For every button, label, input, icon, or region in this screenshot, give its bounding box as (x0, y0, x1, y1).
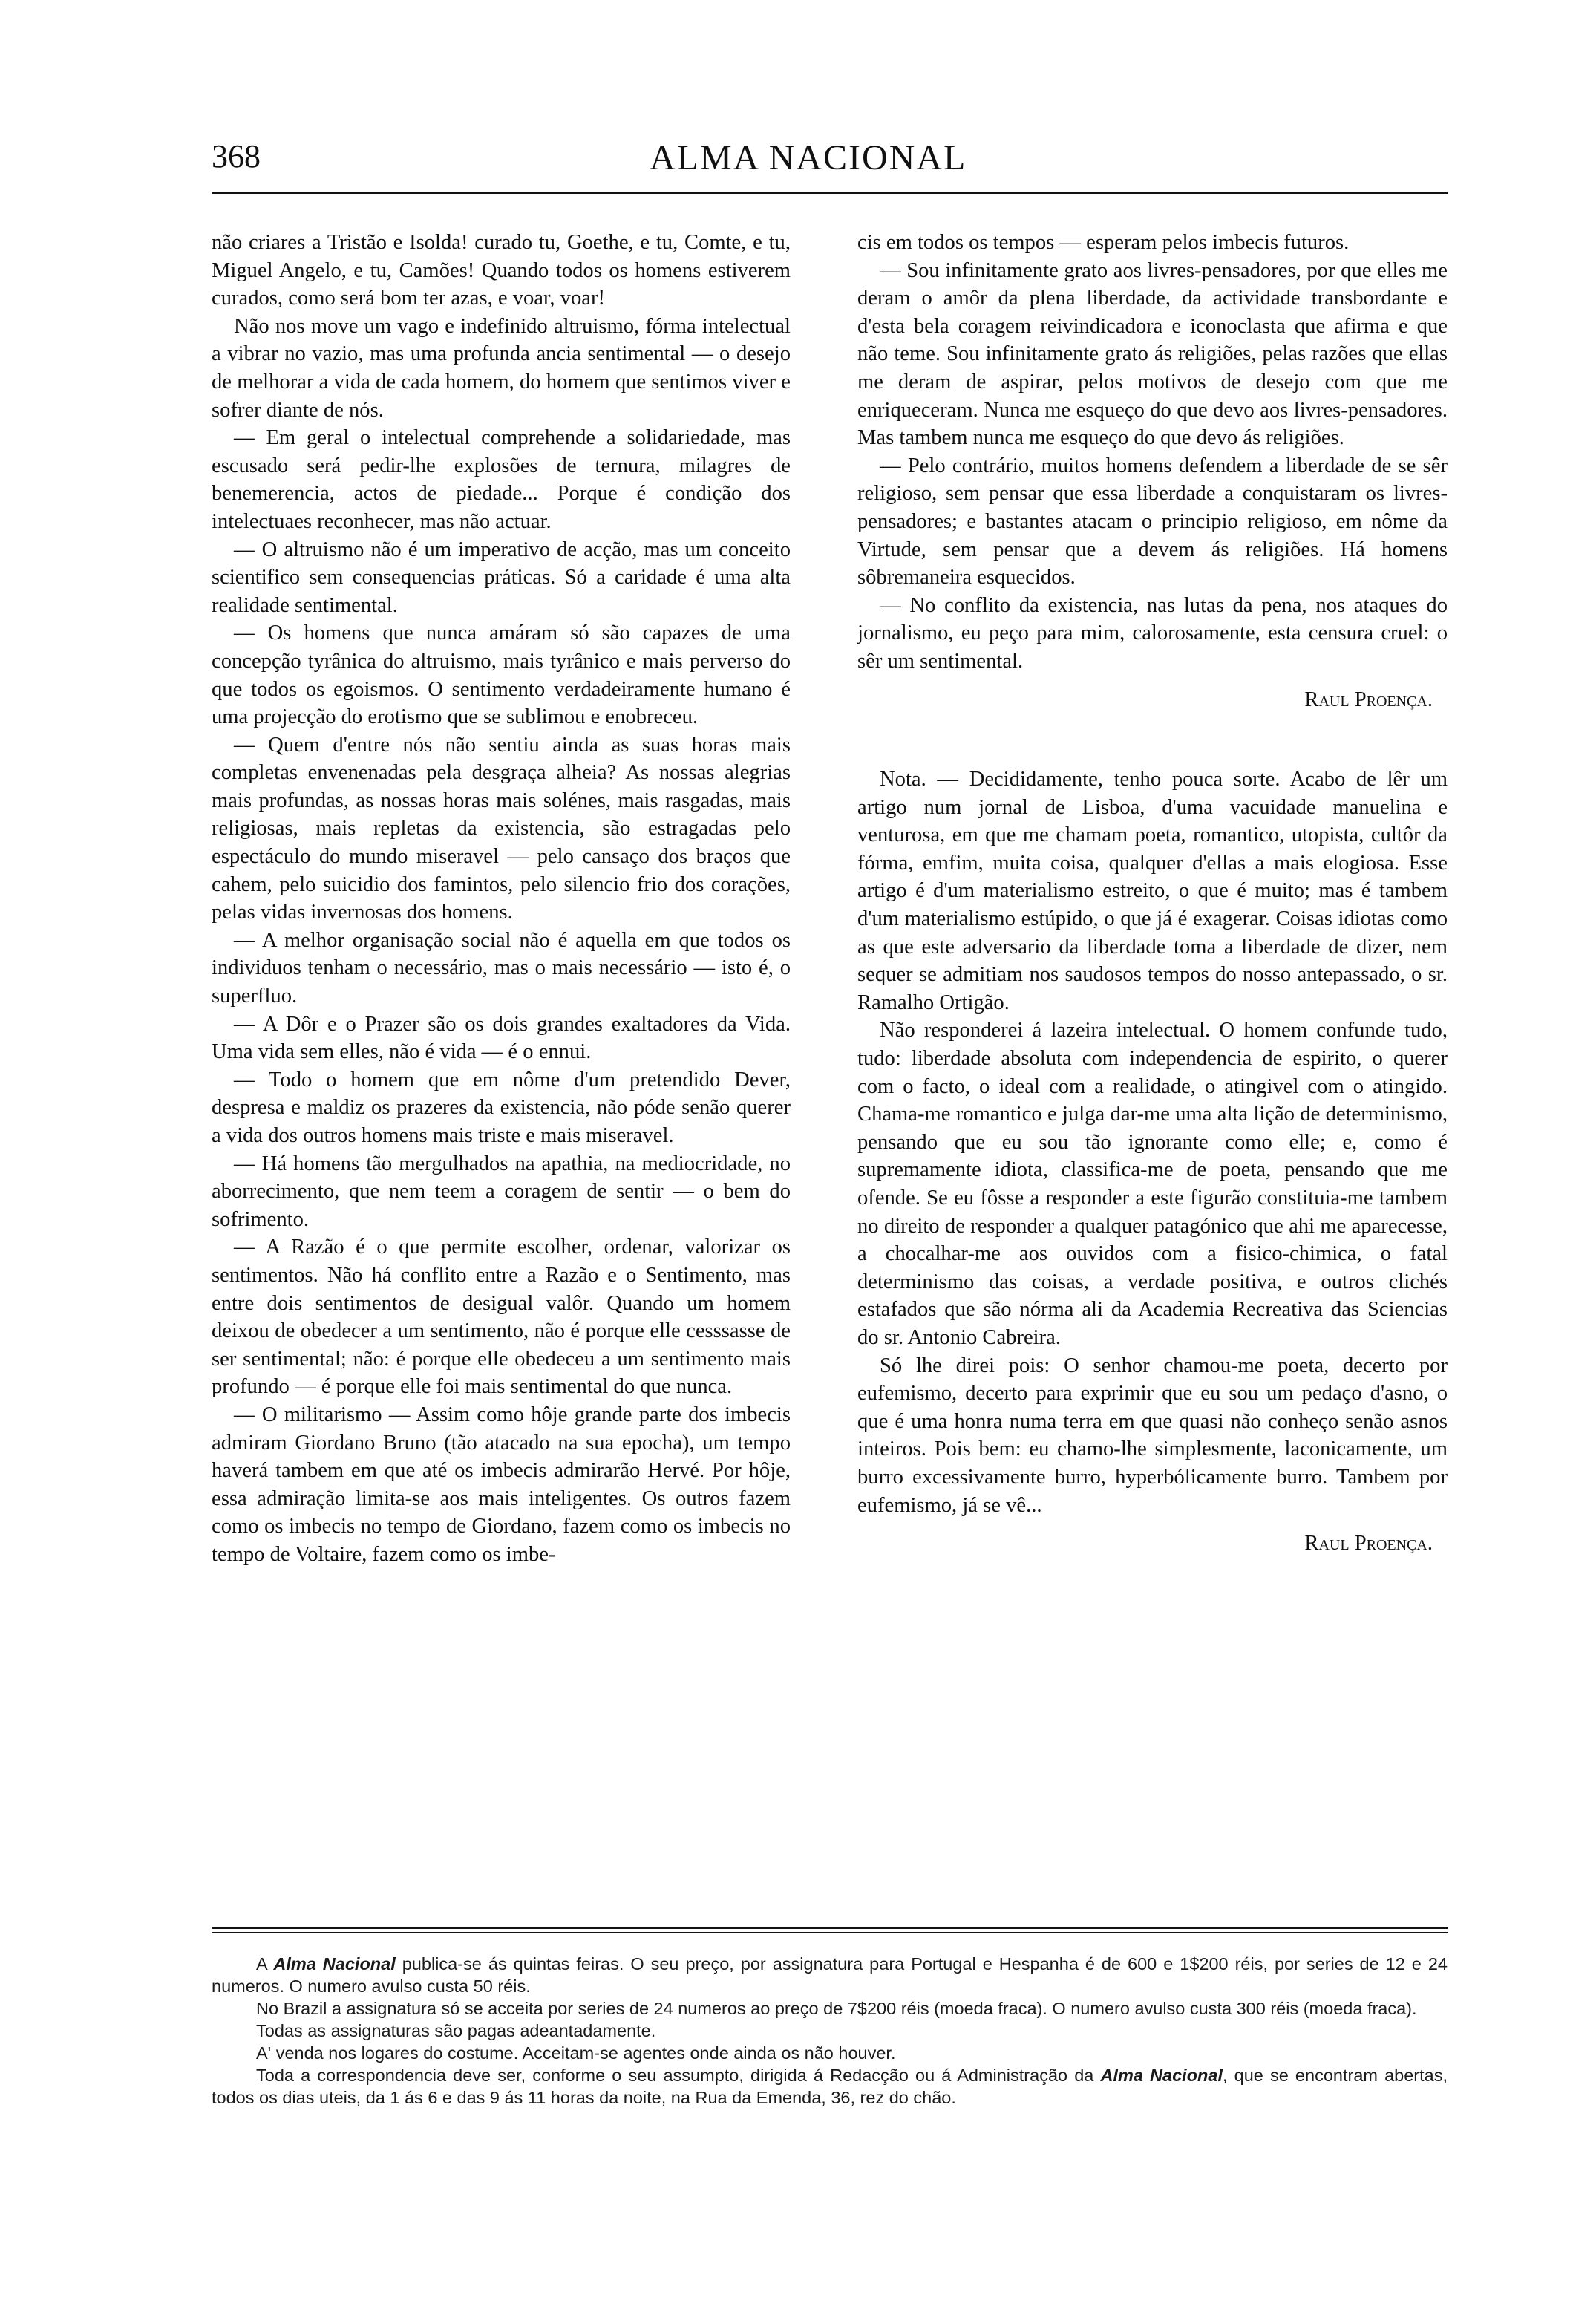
notice-line: A Alma Nacional publica-se ás quintas feiras. O seu preço, por assignatura para Portugal e Hespanha é de 600 e 1$200 réis, por series de 12 e 24 numeros. O numero avulso custa 50 réis. (212, 1954, 1448, 1996)
paragraph: não criares a Tristão e Isolda! curado tu, Goethe, e tu, Comte, e tu, Miguel Angelo, e tu, Camões! Quando todos os homens estiverem curados, como será bom ter azas, e voar, voar! (212, 231, 791, 310)
paragraph: — Todo o homem que em nôme d'um pretendido Dever, despresa e maldiz os prazeres da existencia, não póde senão querer a vida dos outros homens mais triste e mais miseravel. (212, 1068, 791, 1147)
paragraph: — A Razão é o que permite escolher, ordenar, valorizar os sentimentos. Não há conflito entre a Razão e o Sentimento, mas entre dois sentimentos de desigual valôr. Quando um homem deixou de obedecer a um sentimento, não é porque elle cesssasse de ser sentimental; não: é porque elle obedeceu a um sentimento mais profundo — é porque elle foi mais sentimental do que nunca. (212, 1236, 791, 1399)
paragraph: — O militarismo — Assim como hôje grande parte dos imbecis admiram Giordano Bruno (tão atacado na sua epocha), um tempo haverá tambem em que até os imbecis admirarão Hervé. Por hôje, essa admiração limita-se aos mais inteligentes. Os outros fazem como os imbecis no tempo de Giordano, fazem como os imbecis no tempo de Voltaire, fazem como os imbe- (212, 1403, 791, 1566)
page-number: 368 (212, 138, 261, 174)
paragraph: — A melhor organisação social não é aquella em que todos os individuos tenham o necessário, mas o mais necessário — isto é, o superfluo. (212, 928, 791, 1008)
paragraph: — No conflito da existencia, nas lutas da pena, nos ataques do jornalismo, eu peço para mim, calorosamente, esta censura cruel: o sêr um sentimental. (857, 593, 1448, 673)
paragraph: — Em geral o intelectual comprehende a solidariedade, mas escusado será pedir-lhe explosões de ternura, milagres de benemerencia, actos de piedade... Porque é condição dos intelectuaes reconhecer, mas não actuar. (212, 426, 791, 533)
paragraph: — Há homens tão mergulhados na apathia, na mediocridade, no aborrecimento, que nem teem a coragem de sentir — o bem do sofrimento. (212, 1152, 791, 1231)
section-gap (857, 714, 1448, 766)
subscription-notice (212, 1953, 1448, 2109)
notice-line: A' venda nos logares do costume. Acceitam-se agentes onde ainda os não houver. (256, 2043, 896, 2063)
note-paragraph: Nota. — Decididamente, tenho pouca sorte. Acabo de lêr um artigo num jornal de Lisboa, d'uma vacuidade manuelina e venturosa, em que me chamam poeta, romantico, utopista, cultôr da fórma, emfim, muita coisa, qualquer d'ellas a mais elogiosa. Esse artigo é d'um materialismo estreito, o que é muito; mas é tambem d'um materialismo estúpido, o que já é exagerar. Coisas idiotas como as que este adversario da liberdade toma a liberdade de dizer, nem sequer se admitiam nos saudosos tempos do nosso antepassado, o sr. Ramalho Ortigão. (857, 768, 1448, 1014)
notice-line: Toda a correspondencia deve ser, conforme o seu assumpto, dirigida á Redacção ou á Administração da Alma Nacional, que se encontram abertas, todos os dias uteis, da 1 ás 6 e das 9 ás 11 horas da noite, na Rua da Emenda, 36, rez do chão. (212, 2066, 1448, 2107)
paragraph: — Os homens que nunca amáram só são capazes de uma concepção tyrânica do altruismo, mais tyrânico e mais perverso do que todos os egoismos. O sentimento verdadeiramente humano é uma projecção do erotismo que se sublimou e enobreceu. (212, 621, 791, 729)
paragraph: cis em todos os tempos — esperam pelos imbecis futuros. (857, 231, 1350, 254)
footer-rule-thin (212, 1932, 1448, 1933)
author-signature: Raul Proença. (1304, 688, 1433, 711)
note-paragraph: Não responderei á lazeira intelectual. O homem confunde tudo, tudo: liberdade absoluta com independencia de espirito, o querer com o facto, o ideal com a realidade, o atingivel com o atingido. Chama-me romantico e julga dar-me uma alta lição de determinismo, pensando que eu sou tão ignorante como elle; e, como é supremamente idiota, classifica-me de poeta, pensando que me ofende. Se eu fôsse a responder a este figurão constituia-me tambem no direito de responder a qualquer patagónico que ahi me aparecesse, a chocalhar-me aos ouvidos com a fisico-chimica, o fatal determinismo das coisas, a verdade positiva, e outros clichés estafados que são nórma ali da Academia Recreativa das Sciencias do sr. Antonio Cabreira. (857, 1019, 1448, 1349)
paragraph: — Pelo contrário, muitos homens defendem a liberdade de se sêr religioso, sem pensar que essa liberdade a conquistaram os livres-pensadores; e bastantes atacam o principio religioso, em nôme da Virtude, sem pensar que a devem ás religiões. Há homens sôbremaneira esquecidos. (857, 454, 1448, 590)
notice-line: Todas as assignaturas são pagas adeantadamente. (256, 2021, 656, 2040)
brand-name: Alma Nacional (273, 1954, 396, 1974)
brand-name: Alma Nacional (1100, 2066, 1223, 2085)
paragraph: — A Dôr e o Prazer são os dois grandes exaltadores da Vida. Uma vida sem elles, não é vida — é o ennui. (212, 1012, 791, 1064)
header-rule (212, 192, 1448, 194)
page-header (212, 137, 1448, 189)
paragraph: — Sou infinitamente grato aos livres-pensadores, por que elles me deram o amôr da plena liberdade, da actividade transbordante e d'esta bela coragem reivindicadora e iconoclasta que afirma e que não teme. Sou infinitamente grato ás religiões, pelas razões que ellas me deram de aspirar, pelos motivos de desejo com que me enriqueceram. Nunca me esqueço do que devo aos livres-pensadores. Mas tambem nunca me esqueço do que devo ás religiões. (857, 258, 1448, 450)
notice-line: No Brazil a assignatura só se acceita por series de 24 numeros ao preço de 7$200 réis (moeda fraca). O numero avulso custa 300 réis (moeda fraca). (256, 1999, 1417, 2018)
right-column (857, 229, 1448, 1558)
paragraph: Não nos move um vago e indefinido altruismo, fórma intelectual a vibrar no vazio, mas uma profunda ancia sentimental — o desejo de melhorar a vida de cada homem, do homem que sentimos viver e sofrer diante de nós. (212, 314, 791, 422)
note-paragraph: Só lhe direi pois: O senhor chamou-me poeta, decerto por eufemismo, decerto para exprimir que eu sou um pedaço d'asno, o que é uma honra numa terra em que quasi não conheço senão asnos inteiros. Pois bem: eu chamo-lhe simplesmente, laconicamente, um burro excessivamente burro, hyperbólicamente burro. Tambem por eufemismo, já se vê... (857, 1354, 1448, 1517)
left-column (212, 229, 791, 1569)
paragraph: — Quem d'entre nós não sentiu ainda as suas horas mais completas envenenadas pela desgraça alheia? As nossas alegrias mais profundas, as nossas horas mais solénes, mais rasgadas, mais religiosas, mais repletas da existencia, são estragadas pelo espectáculo do mundo miseravel — pelo cansaço dos braços que cahem, pelo suicidio dos famintos, pelo silencio frio dos corações, pelas vidas invernosas dos homens. (212, 733, 791, 924)
footer-rule (212, 1927, 1448, 1929)
running-title: ALMA NACIONAL (650, 138, 967, 177)
paragraph: — O altruismo não é um imperativo de acção, mas um conceito scientifico sem consequencias práticas. Só a caridade é uma alta realidade sentimental. (212, 538, 791, 617)
note-signature: Raul Proença. (1304, 1532, 1433, 1556)
